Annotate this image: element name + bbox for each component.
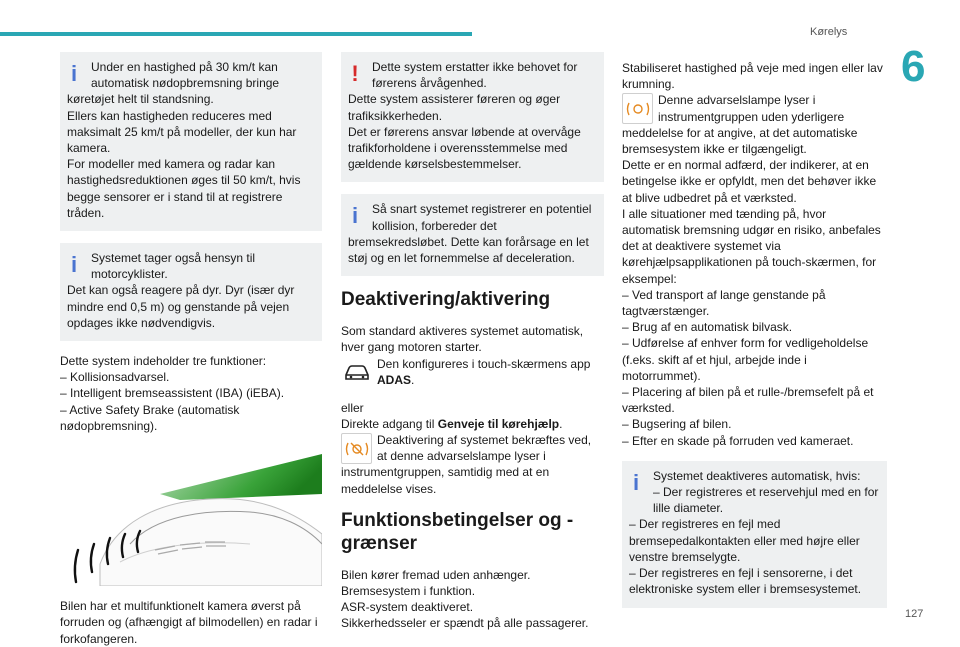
unavailable-rest: meddelelse for at angive, at det automatiske bremsesystem ikke er tilgængeligt.	[622, 125, 858, 157]
info-icon: i	[70, 61, 78, 86]
warning-box-attention	[341, 52, 604, 182]
page-number: 127	[905, 608, 924, 620]
column-3	[622, 60, 887, 620]
warning-box-text: Dette system assisterer føreren og øger trafiksikkerheden.	[348, 92, 561, 123]
chapter-number: 6	[901, 42, 926, 91]
functions-block	[60, 353, 322, 434]
deactivation-lamp-row	[341, 432, 604, 464]
info-box-text: Ellers kan hastigheden reduceres med maksimalt 25 km/t på modeller, der kun har kamera.	[67, 108, 297, 156]
column-2	[341, 52, 604, 632]
direct-access-text: Direkte adgang til Genveje til kørehjælp.	[341, 416, 563, 431]
config-row	[341, 356, 604, 400]
info-icon: i	[632, 469, 640, 495]
example-item: – Brug af en automatisk bilvask.	[622, 320, 793, 335]
info-box-text: – Der registreres et reservehjul med en for lille diameter.	[653, 485, 879, 516]
heading-conditions: Funktionsbetingelser og -grænser	[341, 509, 574, 554]
exclamation-icon: !	[351, 61, 359, 86]
brake-warning-lamp-icon	[341, 433, 372, 464]
deactivation-paragraph: Som standard aktiveres systemet automatisk, hver gang motoren starter.	[341, 324, 584, 355]
illustration-caption: Bilen har et multifunktionelt kamera øverst på forruden og (afhængigt af bilmodellen) en radar i forkofangeren.	[60, 599, 318, 646]
heading-deactivation: Deaktivering/aktivering	[341, 289, 551, 311]
adas-label: ADAS	[377, 372, 412, 387]
example-item: – Udførelse af enhver form for vedligeholdelse (f.eks. skift af et hjul, arbejde inde i motorrummet).	[622, 336, 869, 383]
shortcut-label: Genveje til kørehjælp	[437, 416, 560, 431]
unavailable-lamp-row	[622, 92, 887, 124]
condition-item: ASR-system deaktiveret.	[341, 600, 474, 615]
info-box-collision	[341, 194, 604, 276]
car-icon	[341, 357, 372, 388]
info-icon: i	[351, 203, 359, 229]
function-item: – Intelligent bremseassistent (IBA) (iEBA).	[60, 386, 285, 401]
info-box-intro: Systemet tager også hensyn til motorcyklister.	[91, 251, 256, 282]
config-text: Den konfigureres i touch-skærmens app ADAS.	[377, 356, 591, 387]
example-item: – Placering af bilen på et rulle-/bremsefelt på et værksted.	[622, 385, 874, 416]
info-box-text: bremsekredsløbet. Dette kan forårsage en let støj og en let fornemmelse af deceleration.	[348, 234, 589, 266]
deactivation-lamp-text: Deaktivering af systemet bekræftes ved, at denne advarselslampe lyser i	[377, 433, 592, 464]
normal-behaviour-text: Dette er en normal adfærd, der indikerer, at en betingelse ikke er opfyldt, men det behøver ikke at blive udbedret på et værksted.	[622, 158, 877, 205]
example-item: – Ved transport af lange genstande på tagtværstænger.	[622, 287, 826, 319]
condition-item: Bremsesystem i funktion.	[341, 584, 476, 599]
function-item: – Kollisionsadvarsel.	[60, 370, 170, 385]
info-box-intro: Under en hastighed på 30 km/t kan automatisk nødopbremsning bringe	[91, 60, 280, 91]
unavailable-lamp-text: Denne advarselslampe lyser i instrumentgruppen uden yderligere	[658, 93, 845, 124]
info-box-auto-deactivation	[622, 461, 887, 608]
example-item: – Efter en skade på forruden ved kameraet.	[622, 433, 854, 448]
column-1	[60, 52, 322, 647]
warning-box-intro: Dette system erstatter ikke behovet for førerens årvågenhed.	[372, 60, 578, 91]
car-sensor-illustration	[60, 454, 322, 586]
info-box-text: – Der registreres en fejl med bremsepedalkontakten eller med højre eller venstre bremselygte.	[629, 517, 860, 564]
condition-item: Sikkerhedsseler er spændt på alle passagerer.	[341, 616, 589, 631]
warning-box-text: Det er førerens ansvar løbende at overvåge trafikforholdene i overensstemmelse med gældende kørselsbestemmelser.	[348, 124, 581, 172]
info-box-text: – Der registreres en fejl i sensorerne, i det elektroniske system eller i bremsesystemet.	[629, 566, 862, 597]
info-box-intro: Systemet deaktiveres automatisk, hvis:	[653, 468, 861, 483]
info-box-intro: Så snart systemet registrerer en potentiel kollision, forbereder det	[372, 202, 592, 233]
stabilized-speed-text: Stabiliseret hastighed på veje med ingen eller lav krumning.	[622, 61, 883, 92]
function-item: – Active Safety Brake (automatisk nødopbremsning).	[60, 402, 240, 433]
brake-warning-lamp-icon	[622, 93, 653, 124]
info-box-text: køretøjet helt til standsning.	[67, 92, 214, 107]
condition-item: Bilen kører fremad uden anhænger.	[341, 567, 531, 582]
section-title: Kørelys	[810, 26, 848, 38]
info-box-motorcyclists	[60, 243, 322, 341]
info-box-text: For modeller med kamera og radar kan hastighedsreduktionen øges til 50 km/t, hvis begge sensorer er i stand til at registrere tråden.	[67, 157, 301, 220]
info-icon: i	[70, 252, 78, 278]
header-accent-bar	[0, 32, 472, 36]
recommendation-text: I alle situationer med tænding på, hvor automatisk bremsning udgør en risiko, anbefales det at deaktivere systemet via kørehjælpsapplikationen på touch-skærmen, for eksempel:	[622, 206, 881, 286]
example-item: – Bugsering af bilen.	[622, 417, 732, 432]
info-box-text: Det kan også reagere på dyr. Dyr (især dyr mindre end 0,5 m) og genstande på vejen opdages ikke nødvendigvis.	[67, 283, 295, 330]
or-text: eller	[341, 400, 364, 415]
deactivation-rest: instrumentgruppen, samtidig med at en meddelelse vises.	[341, 465, 550, 496]
functions-intro: Dette system indeholder tre funktioner:	[60, 354, 267, 369]
info-box-speed	[60, 52, 322, 231]
